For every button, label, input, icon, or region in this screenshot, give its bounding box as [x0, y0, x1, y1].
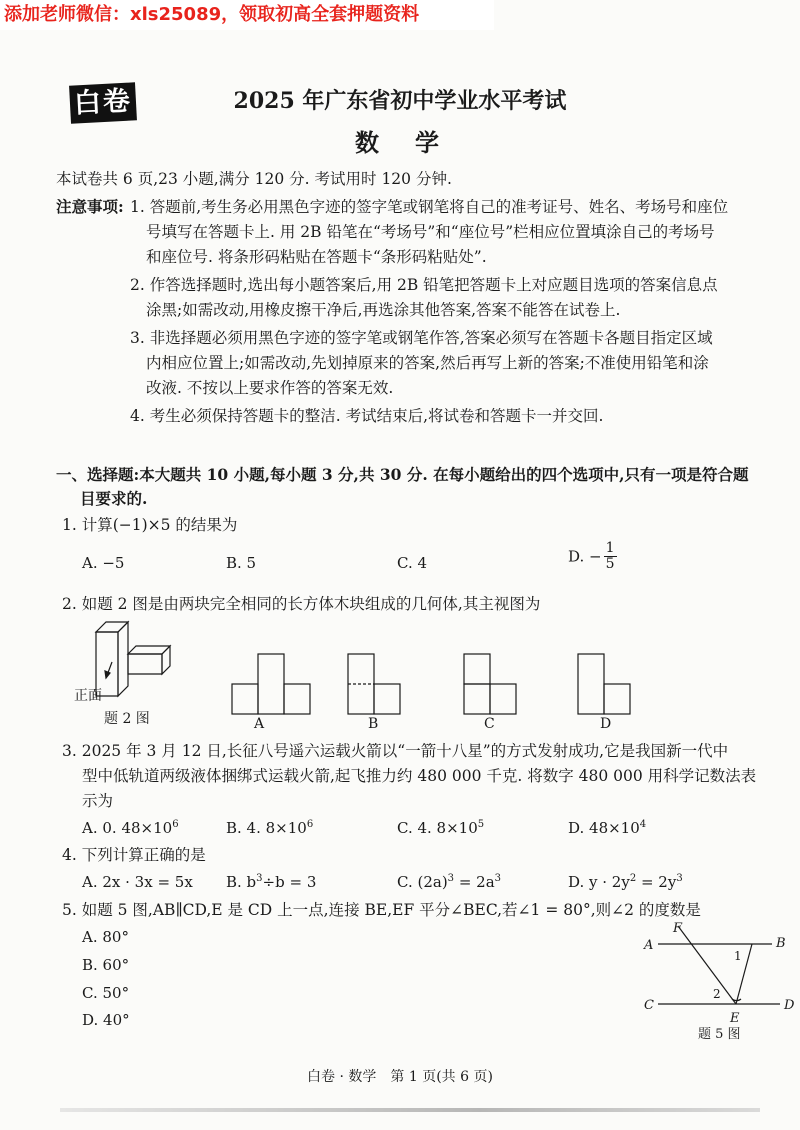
q1-option-d-fraction [604, 541, 617, 572]
q1-option-c: C. 4 [397, 554, 428, 572]
q2-view-c [464, 654, 516, 714]
q2-figures [70, 612, 670, 732]
q3-a-base: A. 0. 48×10 [82, 819, 173, 837]
q3-d-exp: 4 [639, 819, 647, 830]
q2-view-d [578, 654, 630, 714]
q4-c-part-2: = 2a [454, 873, 495, 891]
q4-b-exp: 3 [256, 873, 263, 884]
q5-label-c: C [644, 998, 654, 1013]
q2-stem: 2. 如题 2 图是由两块完全相同的长方体木块组成的几何体,其主视图为 [62, 595, 541, 613]
q3-b-exp: 6 [306, 819, 314, 830]
front-arrow-head [105, 671, 110, 678]
q2-fig-caption: 题 2 图 [104, 711, 150, 727]
q3-line-2: 型中低轨道两级液体捆绑式运载火箭,起飞推力约 480 000 千克. 将数字 480 000 用科学记数法表 [82, 767, 757, 785]
q1-stem: 1. 计算(−1)×5 的结果为 [62, 516, 238, 534]
notice-2-line-1: 2. 作答选择题时,选出每小题答案后,用 2B 铅笔把答题卡上对应题目选项的答案信息点 [130, 276, 718, 294]
q4-option-a: A. 2x · 3x = 5x [82, 873, 193, 891]
notice-1-line-1: 1. 答题前,考生务必用黑色字迹的签字笔或钢笔将自己的准考证号、姓名、考场号和座位 [130, 198, 729, 216]
tall-block-side [118, 622, 128, 696]
q3-c-exp: 5 [477, 819, 485, 830]
q2-label-c: C [484, 716, 495, 732]
q4-option-d [568, 872, 683, 892]
q5-figure [640, 920, 800, 1045]
q3-c-base: C. 4. 8×10 [397, 819, 478, 837]
q3-option-b [226, 818, 313, 838]
q3-option-d [568, 818, 646, 838]
q3-option-c [397, 818, 484, 838]
notice-3-line-2: 内相应位置上;如需改动,先划掉原来的答案,然后再写上新的答案;不准使用铅笔和涂 [146, 354, 709, 372]
low-block-front [128, 654, 162, 674]
q3-option-a [82, 818, 179, 838]
q3-line-1: 3. 2025 年 3 月 12 日,长征八号遥六运载火箭以“一箭十八星”的方式发射成功,它是我国新一代中 [62, 742, 729, 760]
tall-block-front [96, 632, 118, 696]
q5-label-e: E [730, 1011, 740, 1026]
q5-option-b: B. 60° [82, 956, 130, 974]
q4-b-part-2: ÷b = 3 [262, 873, 317, 891]
q2-view-b [348, 654, 400, 714]
ray-ef [678, 926, 736, 1004]
q4-d-part-1: D. y · 2y [568, 873, 630, 891]
q5-label-d: D [784, 998, 795, 1013]
notice-label: 注意事项: [56, 197, 124, 216]
page-footer: 白卷 · 数学 第 1 页(共 6 页) [307, 1069, 493, 1085]
q4-c-exp-1: 3 [447, 873, 455, 884]
q3-line-3: 示为 [82, 792, 114, 810]
q2-label-a: A [254, 716, 265, 732]
q4-option-c [397, 872, 501, 892]
q4-b-part-1: B. b [226, 873, 257, 891]
q3-d-base: D. 48×10 [568, 819, 640, 837]
subject-title: 数 学 [355, 128, 445, 157]
q5-option-a: A. 80° [82, 928, 129, 946]
q2-label-d: D [600, 716, 612, 732]
q2-view-a [232, 654, 310, 714]
q3-a-exp: 6 [172, 819, 179, 830]
q4-stem: 4. 下列计算正确的是 [62, 846, 206, 864]
q3-b-base: B. 4. 8×10 [226, 819, 307, 837]
q5-option-d: D. 40° [82, 1011, 130, 1029]
exam-intro: 本试卷共 6 页,23 小题,满分 120 分. 考试用时 120 分钟. [56, 170, 452, 188]
q2-front-label: 正面 [74, 688, 102, 704]
exam-title: 2025 年广东省初中学业水平考试 [233, 88, 567, 114]
q5-fig-caption: 题 5 图 [698, 1027, 741, 1042]
q4-d-exp-2: 3 [676, 873, 683, 884]
q5-angle-1: 1 [734, 949, 742, 963]
low-block-side [162, 646, 170, 674]
q5-option-c: C. 50° [82, 984, 130, 1002]
q4-d-part-2: = 2y [636, 873, 677, 891]
q5-label-b: B [776, 936, 786, 951]
promo-banner: 添加老师微信：xls25089，领取初高全套押题资料 [0, 0, 494, 30]
q2-solid-figure [96, 622, 170, 696]
q2-label-b: B [368, 716, 379, 732]
section-1-heading-cont: 目要求的. [80, 489, 148, 508]
q5-stem: 5. 如题 5 图,AB∥CD,E 是 CD 上一点,连接 BE,EF 平分∠BEC,若∠1 = 80°,则∠2 的度数是 [62, 901, 701, 919]
paper-stamp: 白卷 [69, 82, 137, 123]
q4-c-part-1: C. (2a) [397, 873, 448, 891]
q4-option-b [226, 872, 316, 892]
q5-label-a: A [644, 938, 654, 953]
q5-label-f: F [673, 921, 683, 936]
q1-option-d-prefix: D. − [568, 547, 602, 566]
q5-angle-2: 2 [713, 987, 721, 1001]
q4-c-exp-2: 3 [494, 873, 502, 884]
fraction-denominator: 5 [605, 556, 615, 572]
q1-option-a: A. −5 [82, 554, 125, 572]
notice-1-line-3: 和座位号. 将条形码粘贴在答题卡“条形码粘贴处”. [146, 248, 487, 266]
notice-1-line-2: 号填写在答题卡上. 用 2B 铅笔在“考场号”和“座位号”栏相应位置填涂自己的考场号 [146, 223, 715, 241]
q1-option-d [568, 541, 617, 572]
scan-edge [60, 1108, 760, 1112]
section-1-heading: 一、选择题:本大题共 10 小题,每小题 3 分,共 30 分. 在每小题给出的四个选项中,只有一项是符合题 [56, 465, 749, 484]
q1-option-b: B. 5 [226, 554, 257, 572]
notice-4-line-1: 4. 考生必须保持答题卡的整洁. 考试结束后,将试卷和答题卡一并交回. [130, 407, 604, 425]
notice-2-line-2: 涂黑;如需改动,用橡皮擦干净后,再选涂其他答案,答案不能答在试卷上. [146, 301, 621, 319]
notice-3-line-1: 3. 非选择题必须用黑色字迹的签字笔或钢笔作答,答案必须写在答题卡各题目指定区域 [130, 329, 713, 347]
fraction-numerator: 1 [605, 540, 615, 556]
notice-3-line-3: 改液. 不按以上要求作答的答案无效. [146, 379, 394, 397]
q4-d-exp-1: 2 [629, 873, 637, 884]
